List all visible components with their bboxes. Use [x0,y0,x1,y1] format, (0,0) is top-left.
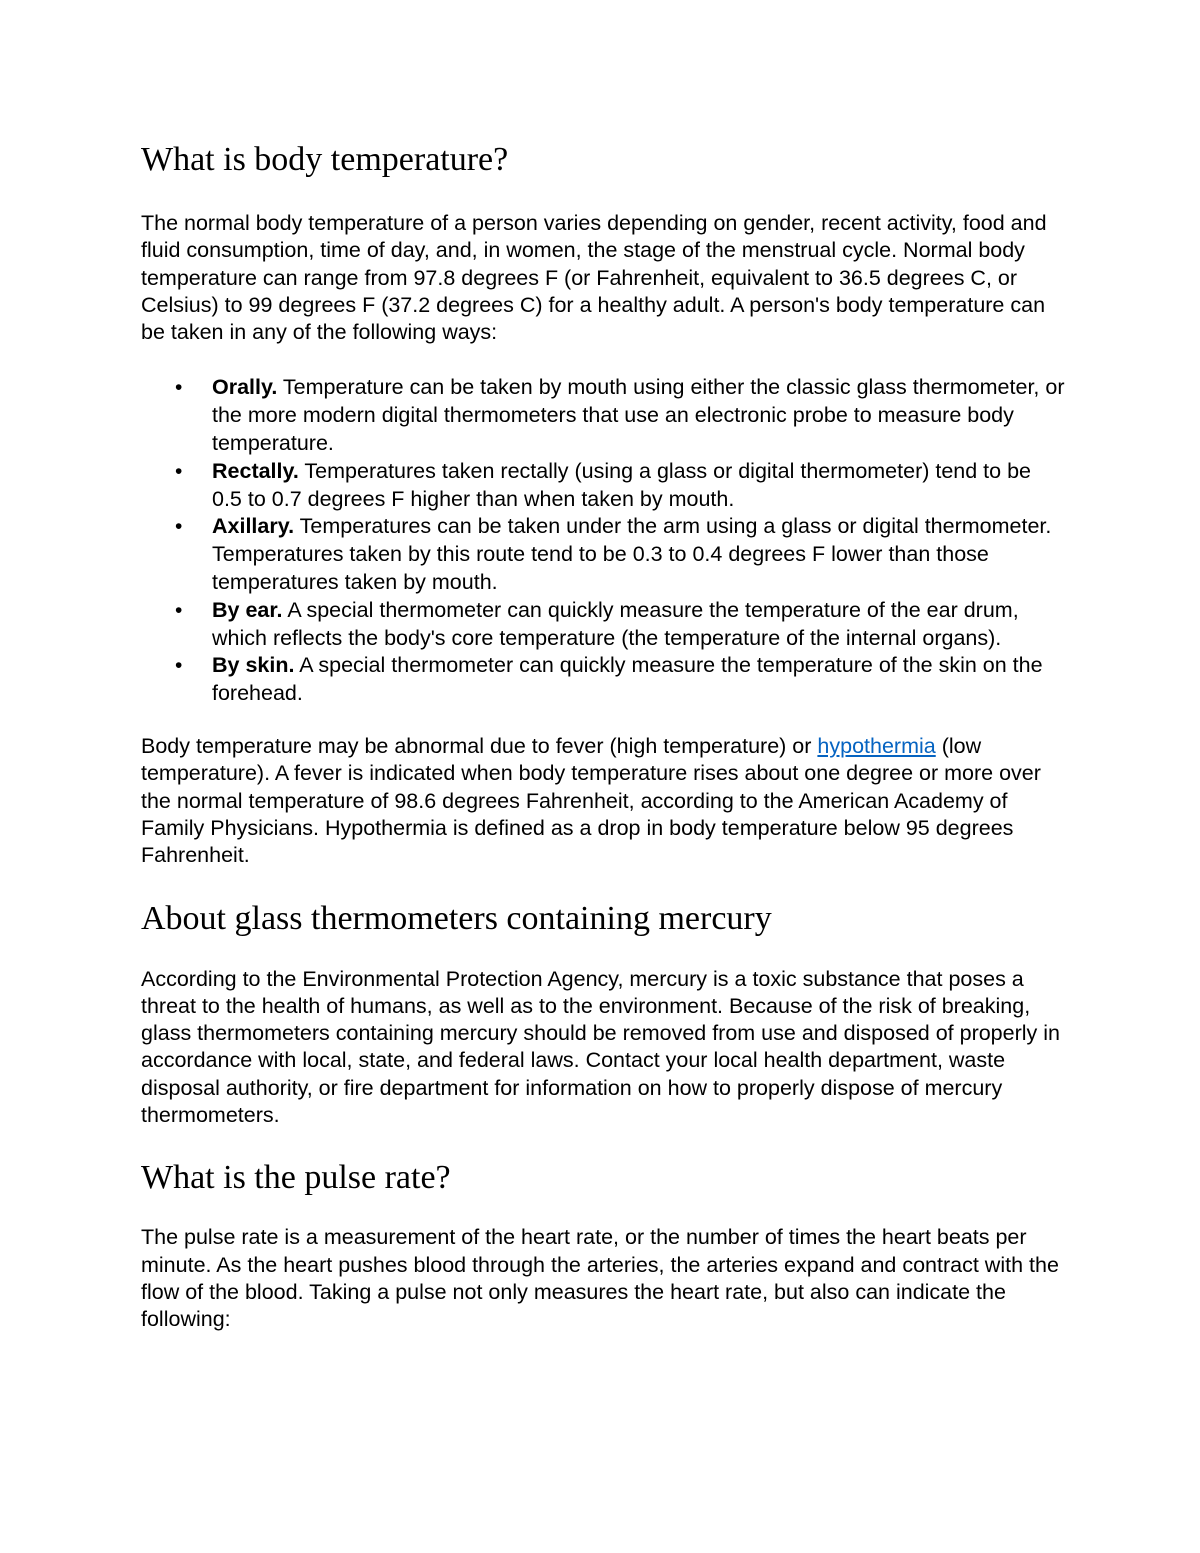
list-item [175,513,1066,596]
method-term: By ear. [212,597,283,622]
document-page [141,140,1066,1334]
heading-glass-thermometers: About glass thermometers containing mercury [141,899,772,937]
method-description: Temperatures can be taken under the arm using a glass or digital thermometer. Temperatures taken by this route tend to be 0.3 to 0.4 degrees F lower than those temperatures taken by mouth. [212,514,1052,595]
list-item [175,458,1066,514]
list-item [175,652,1066,708]
paragraph-abnormal-temperature [141,733,1066,869]
bullet-icon: • [175,654,183,678]
paragraph-pulse-rate: The pulse rate is a measurement of the heart rate, or the number of times the heart beats per minute. As the heart pushes blood through the arteries, the arteries expand and contract with the flow of the blood. Taking a pulse not only measures the heart rate, but also can indicate the following: [141,1225,1059,1332]
heading-body-temperature: What is body temperature? [141,141,509,178]
method-description: A special thermometer can quickly measure the temperature of the skin on the forehead. [212,653,1043,706]
abnormal-text-before: Body temperature may be abnormal due to fever (high temperature) or [141,734,818,759]
method-term: Rectally. [212,458,299,483]
paragraph-glass-thermometers: According to the Environmental Protection Agency, mercury is a toxic substance that poses a threat to the health of humans, as well as to the environment. Because of the risk of breaking, glass thermometers containing mercury should be removed from use and disposed of properly in accordance with local, state, and federal laws. Contact your local health department, waste disposal authority, or fire department for information on how to properly dispose of mercury thermometers. [141,966,1060,1128]
hypothermia-link[interactable]: hypothermia [817,734,936,759]
bullet-icon: • [175,598,183,622]
bullet-icon: • [175,376,183,400]
method-term: By skin. [212,653,295,678]
method-description: Temperature can be taken by mouth using either the classic glass thermometer, or the more modern digital thermometers that use an electronic probe to measure body temperature. [212,375,1065,456]
abnormal-text-after: (low temperature). A fever is indicated when body temperature rises about one degree or more over the normal temperature of 98.6 degrees Fahrenheit, according to the American Academy of Family Physicians. Hypothermia is defined as a drop in body temperature below 95 degrees Fahrenheit. [141,734,1041,868]
paragraph-body-temperature-intro: The normal body temperature of a person varies depending on gender, recent activity, food and fluid consumption, time of day, and, in women, the stage of the menstrual cycle. Normal body temperature can range from 97.8 degrees F (or Fahrenheit, equivalent to 36.5 degrees C, or Celsius) to 99 degrees F (37.2 degrees C) for a healthy adult. A person's body temperature can be taken in any of the following ways: [141,211,1047,345]
bullet-icon: • [175,459,183,483]
temperature-methods-list [141,374,1066,708]
method-description: Temperatures taken rectally (using a glass or digital thermometer) tend to be 0.5 to 0.7 degrees F higher than when taken by mouth. [212,458,1031,511]
method-term: Axillary. [212,514,295,539]
list-item [175,597,1066,653]
bullet-icon: • [175,515,183,539]
heading-pulse-rate: What is the pulse rate? [141,1159,451,1197]
method-term: Orally. [212,375,278,400]
list-item [175,374,1066,457]
method-description: A special thermometer can quickly measure the temperature of the ear drum, which reflects the body's core temperature (the temperature of the internal organs). [212,597,1019,650]
